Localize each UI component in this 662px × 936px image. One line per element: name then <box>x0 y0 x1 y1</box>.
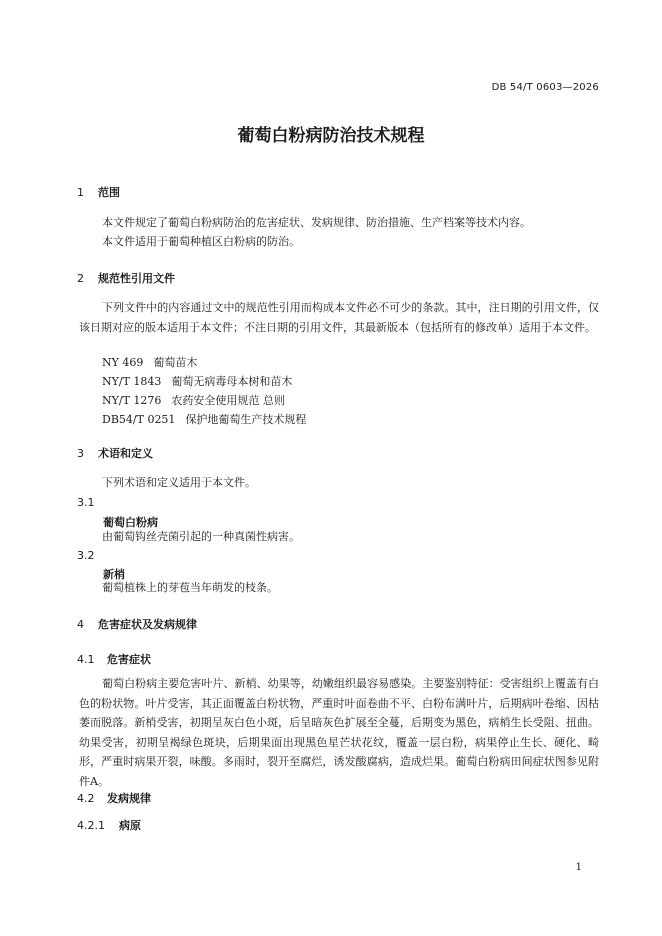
term-number: 3.2 <box>77 549 95 562</box>
term-definition: 葡萄植株上的芽苞当年萌发的枝条。 <box>102 581 278 594</box>
section-title: 危害症状 <box>107 653 151 666</box>
section-4-heading <box>77 616 197 632</box>
section-number: 4 <box>77 618 84 631</box>
section-number: 3 <box>77 447 84 460</box>
section-number: 4.2 <box>77 792 95 805</box>
reference-code: NY/T 1276 <box>102 394 162 407</box>
section-2-paragraph-1: 下列文件中的内容通过文中的规范性引用而构成本文件必不可少的条款。其中，注日期的引用文件，仅该日期对应的版本适用于本文件；不注日期的引用文件，其最新版本（包括所有的修改单）适用于本文件。 <box>79 301 599 334</box>
section-title: 术语和定义 <box>98 447 153 460</box>
section-number: 1 <box>77 186 84 199</box>
reference-item <box>102 354 197 370</box>
reference-code: DB54/T 0251 <box>102 413 176 426</box>
reference-item <box>102 411 306 427</box>
reference-code: NY 469 <box>102 356 144 369</box>
reference-item <box>102 373 292 389</box>
reference-name: 葡萄苗木 <box>153 356 198 369</box>
section-3-heading <box>77 445 153 461</box>
section-title: 规范性引用文件 <box>98 272 175 285</box>
section-number: 4.2.1 <box>77 819 105 832</box>
term-definition: 由葡萄钩丝壳菌引起的一种真菌性病害。 <box>102 530 300 543</box>
section-number: 2 <box>77 272 84 285</box>
section-4-2-heading <box>77 790 151 806</box>
section-number: 4.1 <box>77 653 95 666</box>
reference-code: NY/T 1843 <box>102 375 162 388</box>
reference-name: 农药安全使用规范 总则 <box>171 394 285 407</box>
section-4-1-paragraph: 葡萄白粉病主要危害叶片、新梢、幼果等，幼嫩组织最容易感染。主要鉴别特征：受害组织上覆盖有白色的粉状物。叶片受害，其正面覆盖白粉状物，严重时叶面卷曲不平、白粉布满叶片，后期病叶卷缩、因枯萎而脱落。新梢受害，初期呈灰白色小斑，后呈暗灰色扩展至全蔓，后期变为黑色，病梢生长受阻、扭曲。幼果受害，初期呈褐绿色斑块，后期果面出现黑色星芒状花纹，覆盖一层白粉，病果停止生长、硬化、畸形，严重时病果开裂，味酸。多雨时，裂开至腐烂，诱发酸腐病，造成烂果。葡萄白粉病田间症状图参见附件A。 <box>79 677 599 788</box>
term-name: 新梢 <box>103 568 125 581</box>
term-name: 葡萄白粉病 <box>103 516 158 529</box>
section-title: 危害症状及发病规律 <box>98 618 197 631</box>
section-1-paragraph-2: 本文件适用于葡萄种植区白粉病的防治。 <box>102 235 300 248</box>
term-number: 3.1 <box>77 496 95 509</box>
reference-item <box>102 392 285 408</box>
section-title: 病原 <box>119 819 141 832</box>
reference-name: 葡萄无病毒母本树和苗木 <box>171 375 293 388</box>
document-code: DB 54/T 0603—2026 <box>491 82 599 93</box>
document-title: 葡萄白粉病防治技术规程 <box>237 126 425 146</box>
section-title: 发病规律 <box>107 792 151 805</box>
section-3-paragraph-1: 下列术语和定义适用于本文件。 <box>102 476 256 489</box>
section-1-paragraph-1: 本文件规定了葡萄白粉病防治的危害症状、发病规律、防治措施、生产档案等技术内容。 <box>102 216 531 229</box>
section-4-1-heading <box>77 651 151 667</box>
page-number: 1 <box>575 862 582 873</box>
section-2-heading <box>77 270 175 286</box>
section-title: 范围 <box>98 186 120 199</box>
section-1-heading <box>77 184 120 200</box>
reference-name: 保护地葡萄生产技术规程 <box>185 413 307 426</box>
section-4-2-1-heading <box>77 817 141 833</box>
